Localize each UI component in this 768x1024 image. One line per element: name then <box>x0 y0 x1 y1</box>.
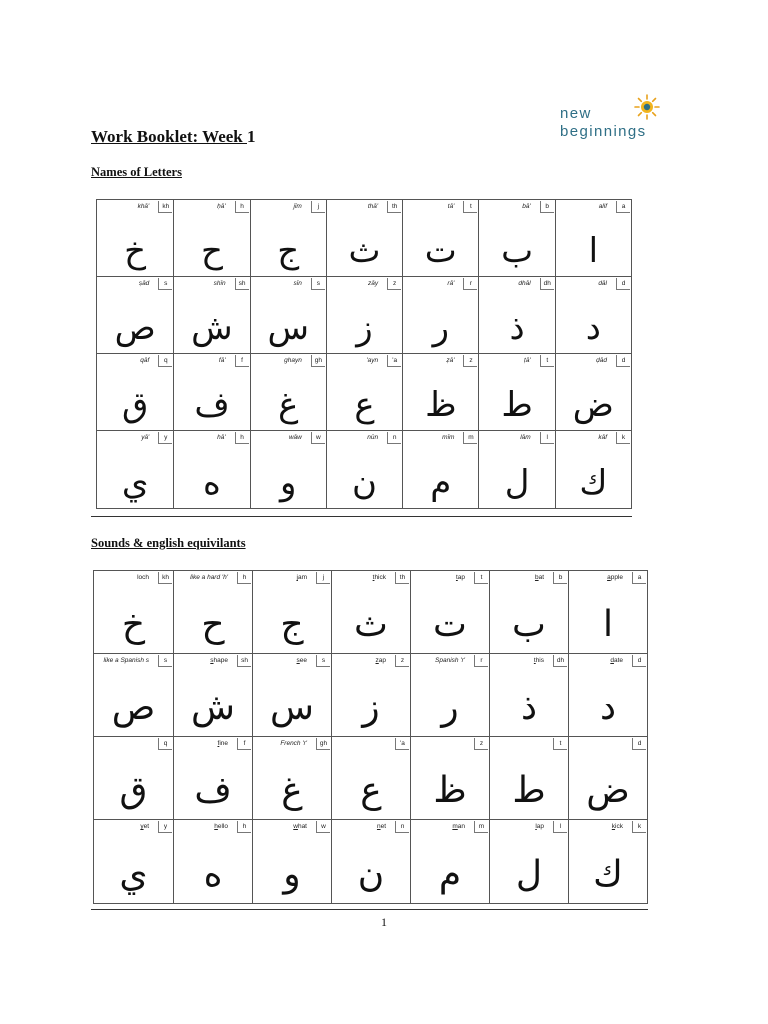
arabic-letter: ك <box>593 854 623 895</box>
letter-label: ḍād <box>596 357 607 364</box>
arabic-letter: ج <box>280 604 304 645</box>
letter-cell <box>250 354 326 431</box>
letter-cell <box>478 431 554 508</box>
letter-cell <box>97 200 173 277</box>
letter-label: alif <box>598 203 607 210</box>
transliteration-box: kh <box>158 572 172 584</box>
transliteration-box: j <box>316 572 330 584</box>
letter-label: ḥā' <box>217 203 226 210</box>
arabic-letter: س <box>267 308 309 348</box>
letter-label: shape <box>210 657 228 664</box>
transliteration-box: q <box>158 738 172 750</box>
title-text: Work Booklet: Week <box>91 127 247 146</box>
transliteration-box: k <box>632 821 646 833</box>
arabic-letter: ز <box>362 687 380 728</box>
arabic-letter: ك <box>579 463 608 503</box>
letter-label: see <box>296 657 307 664</box>
arabic-letter: س <box>270 687 314 728</box>
transliteration-box: r <box>463 278 477 290</box>
transliteration-box: j <box>311 201 325 213</box>
transliteration-box: y <box>158 821 172 833</box>
arabic-letter: غ <box>278 385 299 425</box>
letter-cell <box>331 654 410 737</box>
transliteration-box: n <box>395 821 409 833</box>
letter-cell <box>489 654 568 737</box>
arabic-letter: ذ <box>509 308 525 348</box>
letter-label: 'ayn <box>366 357 379 364</box>
letter-label: Spanish 'r' <box>435 657 465 664</box>
section-heading-sounds: Sounds & english equivilants <box>91 536 246 550</box>
letter-label: ghayn <box>284 357 302 364</box>
letter-label: ṣād <box>138 280 150 287</box>
letter-label: dāl <box>598 280 607 287</box>
arabic-letter: ت <box>424 231 457 271</box>
transliteration-box: dh <box>553 655 567 667</box>
letter-cell <box>568 737 647 820</box>
letter-label: zap <box>375 657 386 664</box>
letter-label: yā' <box>141 434 150 441</box>
letter-cell <box>173 277 249 354</box>
letter-label: ẓā' <box>446 357 455 364</box>
letter-label: mīm <box>442 434 455 441</box>
arabic-letter: ط <box>512 770 546 811</box>
transliteration-box: 'a <box>395 738 409 750</box>
arabic-letter: ش <box>191 687 235 728</box>
letter-cell <box>555 354 631 431</box>
transliteration-box: q <box>158 355 172 367</box>
transliteration-box: s <box>158 278 172 290</box>
letter-label: jīm <box>293 203 302 210</box>
arabic-letter: ق <box>119 770 148 811</box>
letter-label: bā' <box>522 203 531 210</box>
letter-cell <box>568 571 647 654</box>
transliteration-box: d <box>632 738 646 750</box>
transliteration-box: l <box>540 432 554 444</box>
letter-cell <box>250 200 326 277</box>
letter-cell <box>331 820 410 903</box>
letter-cell <box>252 737 331 820</box>
arabic-letter: ق <box>121 385 149 425</box>
page-title <box>91 127 256 147</box>
letter-label: yet <box>140 823 149 830</box>
letter-cell <box>173 820 252 903</box>
transliteration-box: t <box>553 738 567 750</box>
transliteration-box: h <box>235 201 249 213</box>
letter-sounds-grid <box>93 570 648 904</box>
letter-cell <box>94 737 173 820</box>
letter-label: qāf <box>140 357 150 364</box>
letter-label: thick <box>372 574 386 581</box>
letter-label: net <box>376 823 386 830</box>
arabic-letter: ض <box>572 385 614 425</box>
arabic-letter: م <box>438 854 462 895</box>
letter-label: fā' <box>218 357 226 364</box>
transliteration-box: a <box>616 201 630 213</box>
arabic-letter: ز <box>356 308 373 348</box>
arabic-letter: ن <box>352 463 377 503</box>
transliteration-box: kh <box>158 201 172 213</box>
letter-cell <box>94 571 173 654</box>
letter-label: dhāl <box>518 280 531 287</box>
letter-cell <box>94 820 173 903</box>
letter-label: fine <box>217 740 228 747</box>
logo-text-beginnings: beginnings <box>560 123 647 140</box>
arabic-letter: ع <box>360 770 382 811</box>
arabic-letter: ع <box>354 385 375 425</box>
letter-cell <box>331 737 410 820</box>
letter-cell <box>410 571 489 654</box>
letter-cell <box>326 354 402 431</box>
transliteration-box: w <box>316 821 330 833</box>
letter-label: like a Spanish s <box>103 657 149 664</box>
transliteration-box: sh <box>237 655 251 667</box>
arabic-letter: ج <box>277 231 300 271</box>
letter-cell <box>478 354 554 431</box>
letter-cell <box>568 820 647 903</box>
letter-cell <box>173 354 249 431</box>
transliteration-box: z <box>387 278 401 290</box>
transliteration-box: f <box>235 355 249 367</box>
letter-label: French 'r' <box>280 740 307 747</box>
transliteration-box: s <box>316 655 330 667</box>
letter-label: tap <box>455 574 465 581</box>
letter-cell <box>173 571 252 654</box>
transliteration-box: z <box>463 355 477 367</box>
arabic-letter: ل <box>515 854 543 895</box>
divider <box>91 516 632 517</box>
arabic-letter: ض <box>586 770 630 811</box>
letter-cell <box>173 737 252 820</box>
transliteration-box: z <box>474 738 488 750</box>
arabic-letter: ت <box>433 604 467 645</box>
arabic-letter: ب <box>512 604 546 645</box>
transliteration-box: b <box>540 201 554 213</box>
transliteration-box: t <box>540 355 554 367</box>
arabic-letter: خ <box>121 604 146 645</box>
transliteration-box: sh <box>235 278 249 290</box>
letter-label: like a hard 'h' <box>190 574 228 581</box>
transliteration-box: th <box>387 201 401 213</box>
letter-label: sīn <box>293 280 302 287</box>
letter-label: zāy <box>368 280 379 287</box>
arabic-letter: ش <box>191 308 233 348</box>
arabic-letter: ح <box>200 231 223 271</box>
letter-cell <box>250 277 326 354</box>
letter-cell <box>173 431 249 508</box>
letter-cell <box>555 277 631 354</box>
transliteration-box: t <box>463 201 477 213</box>
sun-icon <box>634 94 660 120</box>
letter-cell <box>326 431 402 508</box>
letter-cell <box>478 277 554 354</box>
arabic-letter: د <box>599 687 617 728</box>
transliteration-box: s <box>311 278 325 290</box>
letter-label: hello <box>214 823 228 830</box>
letter-label: lām <box>520 434 531 441</box>
letter-cell <box>402 354 478 431</box>
arabic-letter: و <box>280 463 297 503</box>
letter-cell <box>410 654 489 737</box>
transliteration-box: m <box>474 821 488 833</box>
footer-divider <box>91 909 648 910</box>
arabic-letter: ص <box>111 687 156 728</box>
letter-cell <box>252 571 331 654</box>
arabic-letter: ر <box>432 308 449 348</box>
arabic-letter: ا <box>602 604 613 645</box>
letter-cell <box>97 277 173 354</box>
letter-cell <box>402 431 478 508</box>
letter-cell <box>173 200 249 277</box>
transliteration-box: l <box>553 821 567 833</box>
letter-label: jam <box>296 574 307 581</box>
arabic-letter: ف <box>194 770 232 811</box>
arabic-letter: ه <box>203 463 221 503</box>
arabic-letter: ث <box>354 604 388 645</box>
arabic-letter: ص <box>114 308 156 348</box>
transliteration-box: n <box>387 432 401 444</box>
logo-text-new: new <box>560 105 592 122</box>
arabic-letter: ن <box>357 854 385 895</box>
letter-cell <box>402 200 478 277</box>
letter-label: man <box>452 823 465 830</box>
letter-cell <box>555 431 631 508</box>
letter-label: apple <box>607 574 623 581</box>
letter-label: shīn <box>213 280 226 287</box>
transliteration-box: w <box>311 432 325 444</box>
transliteration-box: 'a <box>387 355 401 367</box>
transliteration-box: h <box>237 821 251 833</box>
transliteration-box: dh <box>540 278 554 290</box>
letter-cell <box>331 571 410 654</box>
letter-label: lap <box>535 823 544 830</box>
transliteration-box: m <box>463 432 477 444</box>
letter-label: this <box>533 657 544 664</box>
letter-label: what <box>293 823 307 830</box>
letter-cell <box>489 820 568 903</box>
section-heading-names: Names of Letters <box>91 165 182 179</box>
transliteration-box: s <box>158 655 172 667</box>
arabic-letter: غ <box>281 770 303 811</box>
letter-cell <box>94 654 173 737</box>
letter-names-grid <box>96 199 632 509</box>
arabic-letter: ب <box>501 231 534 271</box>
arabic-letter: ث <box>348 231 381 271</box>
title-week-number: 1 <box>247 127 256 146</box>
arabic-letter: ي <box>119 854 148 895</box>
new-beginnings-logo <box>560 96 660 144</box>
arabic-letter: ف <box>194 385 230 425</box>
transliteration-box: d <box>632 655 646 667</box>
letter-cell <box>478 200 554 277</box>
letter-cell <box>326 277 402 354</box>
arabic-letter: ل <box>504 463 530 503</box>
letter-cell <box>410 820 489 903</box>
arabic-letter: م <box>430 463 452 503</box>
arabic-letter: ي <box>121 463 149 503</box>
transliteration-box: h <box>237 572 251 584</box>
letter-cell <box>568 654 647 737</box>
letter-label: thā' <box>367 203 379 210</box>
letter-label: loch <box>137 574 149 581</box>
transliteration-box: d <box>616 355 630 367</box>
letter-cell <box>489 737 568 820</box>
transliteration-box: a <box>632 572 646 584</box>
arabic-letter: ر <box>441 687 459 728</box>
letter-cell <box>250 431 326 508</box>
letter-cell <box>97 431 173 508</box>
letter-cell <box>173 654 252 737</box>
arabic-letter: ا <box>588 231 599 271</box>
arabic-letter: ه <box>203 854 223 895</box>
transliteration-box: gh <box>316 738 330 750</box>
arabic-letter: ظ <box>433 770 467 811</box>
letter-cell <box>410 737 489 820</box>
letter-label: rā' <box>447 280 455 287</box>
letter-label: tā' <box>447 203 455 210</box>
transliteration-box: r <box>474 655 488 667</box>
arabic-letter: ح <box>201 604 225 645</box>
arabic-letter: ظ <box>425 385 457 425</box>
transliteration-box: y <box>158 432 172 444</box>
transliteration-box: z <box>395 655 409 667</box>
letter-label: nūn <box>367 434 379 441</box>
letter-label: kāf <box>598 434 607 441</box>
transliteration-box: th <box>395 572 409 584</box>
letter-label: wāw <box>288 434 302 441</box>
arabic-letter: ذ <box>520 687 538 728</box>
transliteration-box: f <box>237 738 251 750</box>
arabic-letter: خ <box>124 231 147 271</box>
letter-label: date <box>610 657 623 664</box>
letter-cell <box>555 200 631 277</box>
letter-cell <box>402 277 478 354</box>
arabic-letter: د <box>585 308 601 348</box>
arabic-letter: و <box>283 854 301 895</box>
transliteration-box: h <box>235 432 249 444</box>
letter-cell <box>252 654 331 737</box>
page-number: 1 <box>381 915 387 929</box>
arabic-letter: ط <box>501 385 533 425</box>
transliteration-box: d <box>616 278 630 290</box>
letter-cell <box>489 571 568 654</box>
letter-label: khā' <box>137 203 150 210</box>
transliteration-box: b <box>553 572 567 584</box>
transliteration-box: t <box>474 572 488 584</box>
transliteration-box: gh <box>311 355 325 367</box>
letter-cell <box>252 820 331 903</box>
letter-label: bat <box>534 574 544 581</box>
letter-label: kick <box>611 823 623 830</box>
letter-cell <box>326 200 402 277</box>
transliteration-box: k <box>616 432 630 444</box>
letter-label: hā' <box>217 434 226 441</box>
letter-cell <box>97 354 173 431</box>
letter-label: ṭā' <box>524 357 531 364</box>
